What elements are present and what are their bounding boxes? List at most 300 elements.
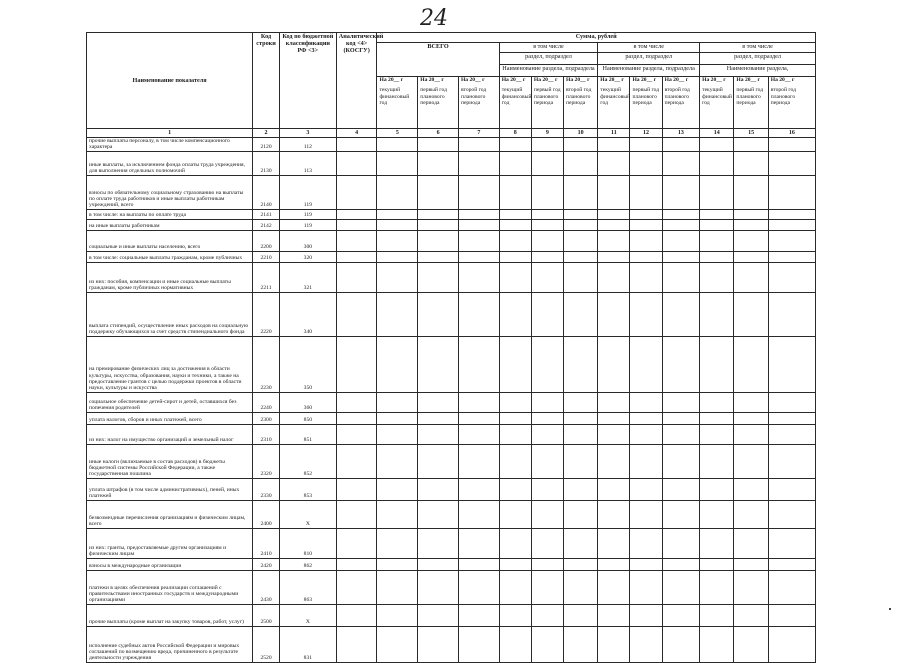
amount-cell[interactable] xyxy=(418,500,459,528)
column-number: 10 xyxy=(564,129,598,138)
amount-cell[interactable] xyxy=(499,219,531,230)
amount-cell[interactable] xyxy=(499,528,531,558)
amount-cell[interactable] xyxy=(564,336,598,392)
amount-cell[interactable] xyxy=(630,528,662,558)
amount-cell[interactable] xyxy=(734,570,768,604)
amount-cell[interactable] xyxy=(377,626,418,662)
amount-cell[interactable] xyxy=(700,151,734,175)
amount-cell[interactable] xyxy=(564,424,598,444)
amount-cell[interactable] xyxy=(418,444,459,478)
amount-cell[interactable] xyxy=(700,251,734,262)
amount-cell[interactable] xyxy=(630,219,662,230)
amount-cell[interactable] xyxy=(418,251,459,262)
amount-cell[interactable] xyxy=(564,219,598,230)
amount-cell[interactable] xyxy=(564,292,598,336)
amount-cell[interactable] xyxy=(418,151,459,175)
amount-cell[interactable] xyxy=(564,151,598,175)
amount-cell[interactable] xyxy=(662,151,700,175)
year-label: На 20__ г xyxy=(566,77,590,83)
amount-cell[interactable] xyxy=(662,230,700,251)
amount-cell[interactable] xyxy=(734,444,768,478)
amount-cell[interactable] xyxy=(598,138,630,152)
amount-cell[interactable] xyxy=(458,558,499,570)
amount-cell[interactable] xyxy=(598,151,630,175)
amount-cell[interactable] xyxy=(377,444,418,478)
amount-cell[interactable] xyxy=(418,412,459,424)
amount-cell[interactable] xyxy=(336,444,377,478)
amount-cell[interactable] xyxy=(598,424,630,444)
amount-cell[interactable] xyxy=(598,528,630,558)
amount-cell[interactable] xyxy=(377,528,418,558)
amount-cell[interactable] xyxy=(418,209,459,219)
amount-cell[interactable] xyxy=(630,138,662,152)
amount-cell[interactable] xyxy=(336,151,377,175)
amount-cell[interactable] xyxy=(630,209,662,219)
amount-cell[interactable] xyxy=(630,251,662,262)
amount-cell[interactable] xyxy=(377,209,418,219)
amount-cell[interactable] xyxy=(768,175,815,209)
amount-cell[interactable] xyxy=(531,151,563,175)
amount-cell[interactable] xyxy=(598,262,630,292)
amount-cell[interactable] xyxy=(564,209,598,219)
amount-cell[interactable] xyxy=(499,175,531,209)
amount-cell[interactable] xyxy=(598,392,630,412)
row-name: социальное обеспечение детей-сирот и детей, оставшихся без попечения родителей xyxy=(87,392,253,412)
amount-cell[interactable] xyxy=(598,558,630,570)
amount-cell[interactable] xyxy=(336,230,377,251)
amount-cell[interactable] xyxy=(734,626,768,662)
row-line-code: 2310 xyxy=(253,424,280,444)
amount-cell[interactable] xyxy=(531,570,563,604)
amount-cell[interactable] xyxy=(564,230,598,251)
table-row xyxy=(87,528,816,558)
amount-cell[interactable] xyxy=(768,209,815,219)
amount-cell[interactable] xyxy=(662,626,700,662)
amount-cell[interactable] xyxy=(499,230,531,251)
amount-cell[interactable] xyxy=(336,392,377,412)
amount-cell[interactable] xyxy=(336,138,377,152)
amount-cell[interactable] xyxy=(336,528,377,558)
amount-cell[interactable] xyxy=(700,500,734,528)
amount-cell[interactable] xyxy=(734,604,768,626)
amount-cell[interactable] xyxy=(531,292,563,336)
amount-cell[interactable] xyxy=(598,626,630,662)
amount-cell[interactable] xyxy=(662,528,700,558)
amount-cell[interactable] xyxy=(768,412,815,424)
amount-cell[interactable] xyxy=(700,230,734,251)
header-section-2: раздел, подраздел xyxy=(598,53,700,65)
amount-cell[interactable] xyxy=(700,570,734,604)
amount-cell[interactable] xyxy=(336,424,377,444)
amount-cell[interactable] xyxy=(700,336,734,392)
amount-cell[interactable] xyxy=(377,412,418,424)
amount-cell[interactable] xyxy=(700,138,734,152)
amount-cell[interactable] xyxy=(531,392,563,412)
amount-cell[interactable] xyxy=(458,626,499,662)
amount-cell[interactable] xyxy=(458,262,499,292)
amount-cell[interactable] xyxy=(499,500,531,528)
amount-cell[interactable] xyxy=(336,292,377,336)
table-row xyxy=(87,230,816,251)
amount-cell[interactable] xyxy=(768,336,815,392)
amount-cell[interactable] xyxy=(630,412,662,424)
year-label: На 20__ г xyxy=(736,77,761,83)
amount-cell[interactable] xyxy=(630,626,662,662)
row-budget-code: 340 xyxy=(279,292,336,336)
amount-cell[interactable] xyxy=(531,604,563,626)
amount-cell[interactable] xyxy=(499,138,531,152)
amount-cell[interactable] xyxy=(598,444,630,478)
amount-cell[interactable] xyxy=(734,478,768,500)
amount-cell[interactable] xyxy=(630,478,662,500)
amount-cell[interactable] xyxy=(598,175,630,209)
amount-cell[interactable] xyxy=(499,336,531,392)
amount-cell[interactable] xyxy=(662,392,700,412)
amount-cell[interactable] xyxy=(377,500,418,528)
amount-cell[interactable] xyxy=(630,292,662,336)
amount-cell[interactable] xyxy=(734,292,768,336)
amount-cell[interactable] xyxy=(700,626,734,662)
amount-cell[interactable] xyxy=(768,528,815,558)
amount-cell[interactable] xyxy=(458,392,499,412)
amount-cell[interactable] xyxy=(598,478,630,500)
amount-cell[interactable] xyxy=(458,219,499,230)
amount-cell[interactable] xyxy=(700,558,734,570)
amount-cell[interactable] xyxy=(531,262,563,292)
amount-cell[interactable] xyxy=(499,209,531,219)
amount-cell[interactable] xyxy=(458,251,499,262)
amount-cell[interactable] xyxy=(734,558,768,570)
year-header-7 xyxy=(458,77,499,129)
amount-cell[interactable] xyxy=(768,604,815,626)
amount-cell[interactable] xyxy=(531,219,563,230)
amount-cell[interactable] xyxy=(377,262,418,292)
amount-cell[interactable] xyxy=(458,500,499,528)
amount-cell[interactable] xyxy=(662,604,700,626)
amount-cell[interactable] xyxy=(662,570,700,604)
amount-cell[interactable] xyxy=(564,251,598,262)
amount-cell[interactable] xyxy=(662,336,700,392)
amount-cell[interactable] xyxy=(336,175,377,209)
amount-cell[interactable] xyxy=(734,175,768,209)
amount-cell[interactable] xyxy=(499,392,531,412)
amount-cell[interactable] xyxy=(662,424,700,444)
amount-cell[interactable] xyxy=(377,604,418,626)
amount-cell[interactable] xyxy=(336,336,377,392)
amount-cell[interactable] xyxy=(734,230,768,251)
amount-cell[interactable] xyxy=(630,570,662,604)
amount-cell[interactable] xyxy=(630,444,662,478)
table-row xyxy=(87,336,816,392)
amount-cell[interactable] xyxy=(458,151,499,175)
row-name: безвозмездные перечисления организациям и физическим лицам, всего xyxy=(87,500,253,528)
amount-cell[interactable] xyxy=(564,412,598,424)
amount-cell[interactable] xyxy=(377,336,418,392)
amount-cell[interactable] xyxy=(734,262,768,292)
amount-cell[interactable] xyxy=(564,604,598,626)
amount-cell[interactable] xyxy=(531,138,563,152)
amount-cell[interactable] xyxy=(418,292,459,336)
amount-cell[interactable] xyxy=(458,412,499,424)
amount-cell[interactable] xyxy=(531,528,563,558)
amount-cell[interactable] xyxy=(499,570,531,604)
amount-cell[interactable] xyxy=(458,292,499,336)
amount-cell[interactable] xyxy=(336,251,377,262)
amount-cell[interactable] xyxy=(734,219,768,230)
amount-cell[interactable] xyxy=(458,604,499,626)
amount-cell[interactable] xyxy=(499,412,531,424)
amount-cell[interactable] xyxy=(700,219,734,230)
amount-cell[interactable] xyxy=(662,175,700,209)
amount-cell[interactable] xyxy=(564,138,598,152)
amount-cell[interactable] xyxy=(700,528,734,558)
amount-cell[interactable] xyxy=(662,558,700,570)
amount-cell[interactable] xyxy=(598,336,630,392)
amount-cell[interactable] xyxy=(662,478,700,500)
amount-cell[interactable] xyxy=(531,209,563,219)
amount-cell[interactable] xyxy=(458,138,499,152)
amount-cell[interactable] xyxy=(734,151,768,175)
amount-cell[interactable] xyxy=(734,500,768,528)
amount-cell[interactable] xyxy=(458,570,499,604)
amount-cell[interactable] xyxy=(499,478,531,500)
amount-cell[interactable] xyxy=(734,424,768,444)
amount-cell[interactable] xyxy=(377,424,418,444)
amount-cell[interactable] xyxy=(700,262,734,292)
amount-cell[interactable] xyxy=(377,230,418,251)
amount-cell[interactable] xyxy=(734,138,768,152)
amount-cell[interactable] xyxy=(700,292,734,336)
amount-cell[interactable] xyxy=(418,604,459,626)
amount-cell[interactable] xyxy=(662,262,700,292)
period-label: первый год планового периода xyxy=(736,87,764,107)
amount-cell[interactable] xyxy=(564,444,598,478)
amount-cell[interactable] xyxy=(377,292,418,336)
amount-cell[interactable] xyxy=(768,500,815,528)
amount-cell[interactable] xyxy=(734,412,768,424)
amount-cell[interactable] xyxy=(418,626,459,662)
amount-cell[interactable] xyxy=(598,292,630,336)
amount-cell[interactable] xyxy=(377,251,418,262)
amount-cell[interactable] xyxy=(458,230,499,251)
amount-cell[interactable] xyxy=(336,219,377,230)
amount-cell[interactable] xyxy=(418,558,459,570)
year-header-12 xyxy=(630,77,662,129)
amount-cell[interactable] xyxy=(531,230,563,251)
row-name: на премирование физических лиц за достижения в области культуры, искусства, образования, науки и техники, а также на предоставление грантов с целью поддержки проектов в области науки, культуры и искусства xyxy=(87,336,253,392)
column-number: 16 xyxy=(768,129,815,138)
amount-cell[interactable] xyxy=(499,424,531,444)
amount-cell[interactable] xyxy=(531,251,563,262)
table-row xyxy=(87,444,816,478)
amount-cell[interactable] xyxy=(662,444,700,478)
amount-cell[interactable] xyxy=(768,570,815,604)
amount-cell[interactable] xyxy=(531,336,563,392)
amount-cell[interactable] xyxy=(458,478,499,500)
amount-cell[interactable] xyxy=(662,251,700,262)
amount-cell[interactable] xyxy=(458,528,499,558)
amount-cell[interactable] xyxy=(336,570,377,604)
amount-cell[interactable] xyxy=(564,175,598,209)
amount-cell[interactable] xyxy=(499,262,531,292)
amount-cell[interactable] xyxy=(700,392,734,412)
amount-cell[interactable] xyxy=(662,138,700,152)
amount-cell[interactable] xyxy=(499,626,531,662)
header-section-name-3: Наименование раздела, xyxy=(700,65,816,77)
amount-cell[interactable] xyxy=(768,292,815,336)
amount-cell[interactable] xyxy=(418,570,459,604)
amount-cell[interactable] xyxy=(768,392,815,412)
amount-cell[interactable] xyxy=(630,500,662,528)
year-label: На 20__ г xyxy=(533,77,558,83)
amount-cell[interactable] xyxy=(499,558,531,570)
year-header-11 xyxy=(598,77,630,129)
amount-cell[interactable] xyxy=(768,478,815,500)
amount-cell[interactable] xyxy=(564,626,598,662)
amount-cell[interactable] xyxy=(336,209,377,219)
amount-cell[interactable] xyxy=(499,151,531,175)
amount-cell[interactable] xyxy=(499,604,531,626)
amount-cell[interactable] xyxy=(662,500,700,528)
year-header-5 xyxy=(377,77,418,129)
amount-cell[interactable] xyxy=(700,424,734,444)
amount-cell[interactable] xyxy=(418,138,459,152)
amount-cell[interactable] xyxy=(630,558,662,570)
amount-cell[interactable] xyxy=(418,478,459,500)
amount-cell[interactable] xyxy=(336,412,377,424)
amount-cell[interactable] xyxy=(768,219,815,230)
amount-cell[interactable] xyxy=(768,558,815,570)
amount-cell[interactable] xyxy=(336,500,377,528)
row-name: прочие выплаты (кроме выплат на закупку товаров, работ, услуг) xyxy=(87,604,253,626)
amount-cell[interactable] xyxy=(734,336,768,392)
amount-cell[interactable] xyxy=(336,478,377,500)
amount-cell[interactable] xyxy=(336,558,377,570)
amount-cell[interactable] xyxy=(734,392,768,412)
amount-cell[interactable] xyxy=(768,626,815,662)
amount-cell[interactable] xyxy=(377,478,418,500)
amount-cell[interactable] xyxy=(700,444,734,478)
amount-cell[interactable] xyxy=(768,251,815,262)
table-row xyxy=(87,151,816,175)
amount-cell[interactable] xyxy=(564,478,598,500)
amount-cell[interactable] xyxy=(564,500,598,528)
amount-cell[interactable] xyxy=(768,138,815,152)
amount-cell[interactable] xyxy=(377,175,418,209)
amount-cell[interactable] xyxy=(531,175,563,209)
row-line-code: 2300 xyxy=(253,412,280,424)
amount-cell[interactable] xyxy=(768,230,815,251)
amount-cell[interactable] xyxy=(377,151,418,175)
amount-cell[interactable] xyxy=(418,336,459,392)
amount-cell[interactable] xyxy=(700,209,734,219)
amount-cell[interactable] xyxy=(662,219,700,230)
amount-cell[interactable] xyxy=(700,175,734,209)
amount-cell[interactable] xyxy=(531,412,563,424)
amount-cell[interactable] xyxy=(598,570,630,604)
amount-cell[interactable] xyxy=(734,528,768,558)
amount-cell[interactable] xyxy=(458,444,499,478)
amount-cell[interactable] xyxy=(630,604,662,626)
amount-cell[interactable] xyxy=(598,500,630,528)
amount-cell[interactable] xyxy=(630,175,662,209)
amount-cell[interactable] xyxy=(734,209,768,219)
amount-cell[interactable] xyxy=(598,209,630,219)
amount-cell[interactable] xyxy=(630,392,662,412)
amount-cell[interactable] xyxy=(531,424,563,444)
amount-cell[interactable] xyxy=(700,412,734,424)
column-number: 1 xyxy=(87,129,253,138)
amount-cell[interactable] xyxy=(336,604,377,626)
amount-cell[interactable] xyxy=(598,604,630,626)
amount-cell[interactable] xyxy=(734,251,768,262)
amount-cell[interactable] xyxy=(377,558,418,570)
amount-cell[interactable] xyxy=(336,626,377,662)
amount-cell[interactable] xyxy=(377,219,418,230)
header-section-name-2: Наименование раздела, подраздела xyxy=(598,65,700,77)
row-name: в том числе: социальные выплаты гражданам, кроме публичных xyxy=(87,251,253,262)
amount-cell[interactable] xyxy=(499,251,531,262)
amount-cell[interactable] xyxy=(598,219,630,230)
amount-cell[interactable] xyxy=(377,392,418,412)
amount-cell[interactable] xyxy=(418,175,459,209)
amount-cell[interactable] xyxy=(700,478,734,500)
amount-cell[interactable] xyxy=(598,412,630,424)
amount-cell[interactable] xyxy=(564,262,598,292)
amount-cell[interactable] xyxy=(531,626,563,662)
amount-cell[interactable] xyxy=(662,292,700,336)
amount-cell[interactable] xyxy=(418,392,459,412)
amount-cell[interactable] xyxy=(377,138,418,152)
amount-cell[interactable] xyxy=(564,528,598,558)
amount-cell[interactable] xyxy=(458,175,499,209)
amount-cell[interactable] xyxy=(630,151,662,175)
amount-cell[interactable] xyxy=(700,604,734,626)
amount-cell[interactable] xyxy=(662,209,700,219)
amount-cell[interactable] xyxy=(418,219,459,230)
amount-cell[interactable] xyxy=(499,444,531,478)
amount-cell[interactable] xyxy=(598,230,630,251)
amount-cell[interactable] xyxy=(458,209,499,219)
amount-cell[interactable] xyxy=(377,570,418,604)
amount-cell[interactable] xyxy=(531,558,563,570)
amount-cell[interactable] xyxy=(598,251,630,262)
amount-cell[interactable] xyxy=(630,336,662,392)
amount-cell[interactable] xyxy=(768,262,815,292)
amount-cell[interactable] xyxy=(418,528,459,558)
amount-cell[interactable] xyxy=(531,444,563,478)
amount-cell[interactable] xyxy=(564,392,598,412)
amount-cell[interactable] xyxy=(564,558,598,570)
amount-cell[interactable] xyxy=(531,478,563,500)
amount-cell[interactable] xyxy=(418,262,459,292)
amount-cell[interactable] xyxy=(499,292,531,336)
amount-cell[interactable] xyxy=(418,230,459,251)
amount-cell[interactable] xyxy=(768,151,815,175)
amount-cell[interactable] xyxy=(630,262,662,292)
amount-cell[interactable] xyxy=(564,570,598,604)
amount-cell[interactable] xyxy=(531,500,563,528)
amount-cell[interactable] xyxy=(458,336,499,392)
amount-cell[interactable] xyxy=(768,424,815,444)
amount-cell[interactable] xyxy=(630,424,662,444)
amount-cell[interactable] xyxy=(458,424,499,444)
amount-cell[interactable] xyxy=(662,412,700,424)
amount-cell[interactable] xyxy=(630,230,662,251)
amount-cell[interactable] xyxy=(768,444,815,478)
amount-cell[interactable] xyxy=(336,262,377,292)
amount-cell[interactable] xyxy=(418,424,459,444)
